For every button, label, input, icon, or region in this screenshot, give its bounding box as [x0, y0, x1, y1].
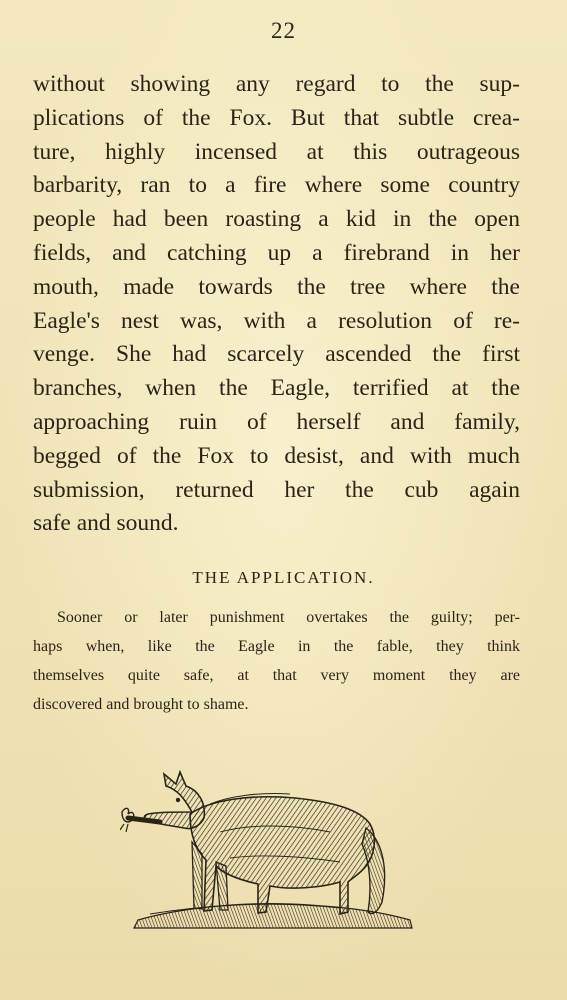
- application-line: Sooner or later punishment overtakes the guilty; per-: [57, 609, 520, 626]
- text-line: without showing any regard to the sup-: [33, 71, 520, 97]
- fable-text: [33, 68, 520, 541]
- application-text: [33, 603, 520, 719]
- text-line: ture, highly incensed at this outrageous: [33, 138, 520, 165]
- text-line: approaching ruin of herself and family,: [33, 408, 520, 435]
- text-line: plications of the Fox. But that subtle crea-: [33, 104, 520, 131]
- text-line: barbarity, ran to a fire where some country: [33, 172, 520, 199]
- text-line: fields, and catching up a firebrand in her: [33, 239, 520, 266]
- text-line: people had been roasting a kid in the open: [33, 206, 520, 233]
- text-line: begged of the Fox to desist, and with much: [33, 442, 520, 469]
- text-line: submission, returned her the cub again: [33, 476, 520, 503]
- fox-woodcut-illustration: [120, 762, 420, 934]
- page-number: 22: [271, 18, 296, 43]
- application-line: themselves quite safe, at that very moment they are: [33, 667, 520, 684]
- text-line: venge. She had scarcely ascended the first: [33, 341, 520, 368]
- text-line: Eagle's nest was, with a resolution of re-: [33, 307, 520, 334]
- text-line: branches, when the Eagle, terrified at the: [33, 375, 520, 402]
- application-line: discovered and brought to shame.: [33, 696, 249, 713]
- application-line: haps when, like the Eagle in the fable, they think: [33, 638, 520, 655]
- application-heading: THE APPLICATION.: [192, 568, 375, 587]
- text-line: mouth, made towards the tree where the: [33, 273, 520, 300]
- text-line: safe and sound.: [33, 510, 179, 537]
